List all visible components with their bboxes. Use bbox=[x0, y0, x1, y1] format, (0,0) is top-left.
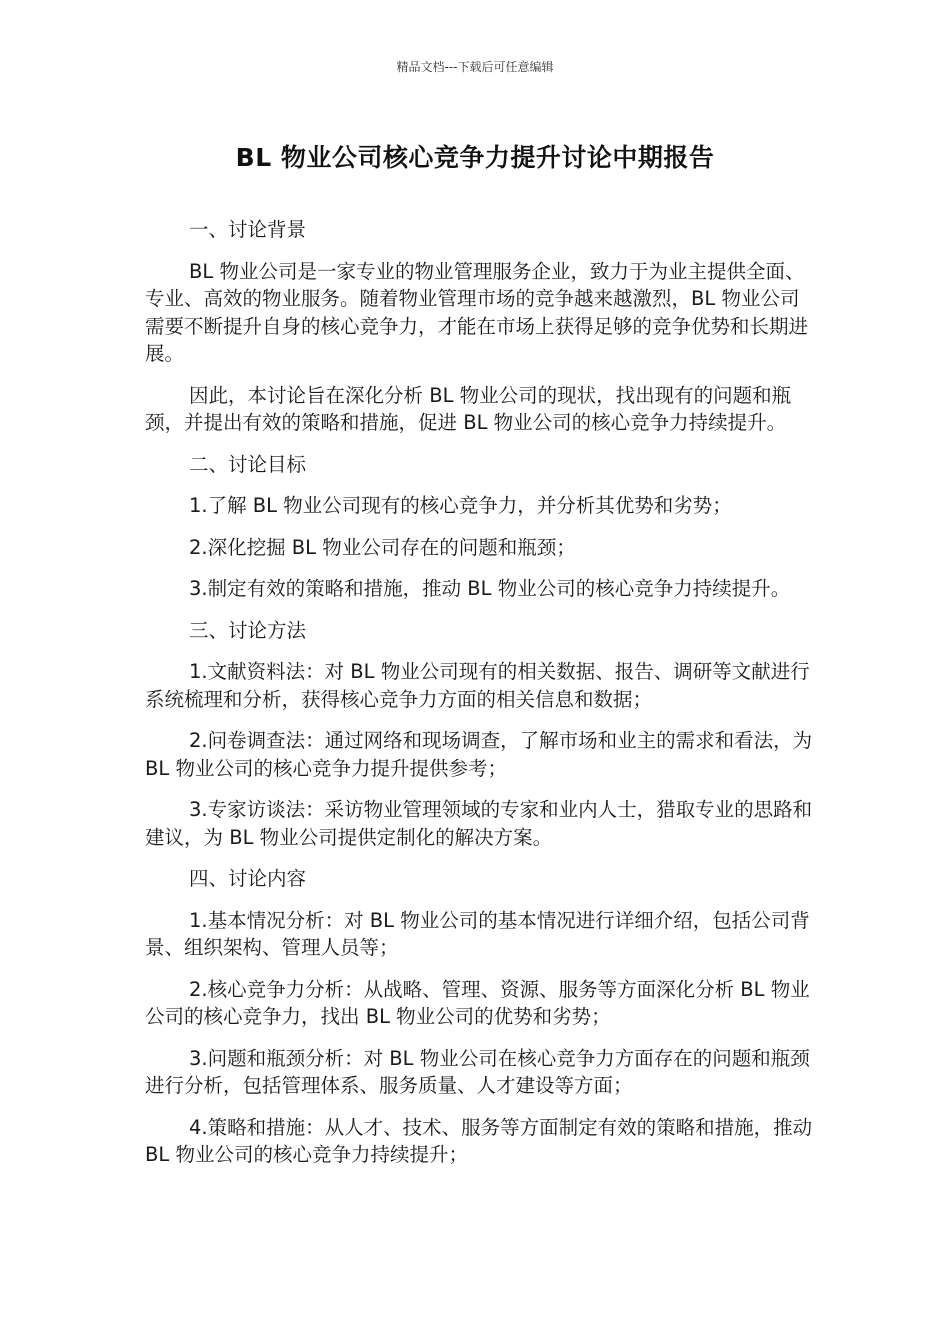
method-item-1: 1.文献资料法：对 BL 物业公司现有的相关数据、报告、调研等文献进行系统梳理和分析，获得核心竞争力方面的相关信息和数据； bbox=[145, 660, 810, 711]
goal-item-3: 3.制定有效的策略和措施，推动 BL 物业公司的核心竞争力持续提升。 bbox=[189, 577, 791, 600]
content-item-2: 2.核心竞争力分析：从战略、管理、资源、服务等方面深化分析 BL 物业公司的核心竞争力，找出 BL 物业公司的优势和劣势； bbox=[145, 977, 810, 1028]
section-heading-methods: 三、讨论方法 bbox=[189, 618, 307, 642]
method-item-3: 3.专家访谈法：采访物业管理领域的专家和业内人士，猎取专业的思路和建议，为 BL 物业公司提供定制化的解决方案。 bbox=[145, 798, 813, 849]
section-heading-goals: 二、讨论目标 bbox=[189, 452, 307, 476]
method-item-2: 2.问卷调查法：通过网络和现场调查，了解市场和业主的需求和看法，为 BL 物业公司的核心竞争力提升提供参考； bbox=[145, 729, 813, 780]
content-item-3: 3.问题和瓶颈分析：对 BL 物业公司在核心竞争力方面存在的问题和瓶颈进行分析，包括管理体系、服务质量、人才建设等方面； bbox=[145, 1046, 810, 1097]
goal-item-2: 2.深化挖掘 BL 物业公司存在的问题和瓶颈； bbox=[189, 535, 576, 559]
content-item-4: 4.策略和措施：从人才、技术、服务等方面制定有效的策略和措施，推动 BL 物业公司的核心竞争力持续提升； bbox=[145, 1115, 813, 1166]
document-title: BL 物业公司核心竞争力提升讨论中期报告 bbox=[235, 143, 715, 172]
header-note: 精品文档---下载后可任意编辑 bbox=[396, 60, 554, 74]
section-heading-content: 四、讨论内容 bbox=[189, 867, 307, 890]
content-item-1: 1.基本情况分析：对 BL 物业公司的基本情况进行详细介绍，包括公司背景、组织架构、管理人员等； bbox=[145, 908, 810, 959]
section-heading-background: 一、讨论背景 bbox=[189, 218, 307, 241]
paragraph-intro: BL 物业公司是一家专业的物业管理服务企业，致力于为业主提供全面、专业、高效的物业服务。随着物业管理市场的竞争越来越激烈，BL 物业公司需要不断提升自身的核心竞争力，才能在市场上获得足够的竞争优势和长期进展。 bbox=[145, 259, 809, 365]
paragraph-purpose: 因此，本讨论旨在深化分析 BL 物业公司的现状，找出现有的问题和瓶颈，并提出有效的策略和措施，促进 BL 物业公司的核心竞争力持续提升。 bbox=[145, 383, 792, 434]
document-body bbox=[145, 216, 815, 1183]
goal-item-1: 1.了解 BL 物业公司现有的核心竞争力，并分析其优势和劣势； bbox=[189, 494, 732, 517]
